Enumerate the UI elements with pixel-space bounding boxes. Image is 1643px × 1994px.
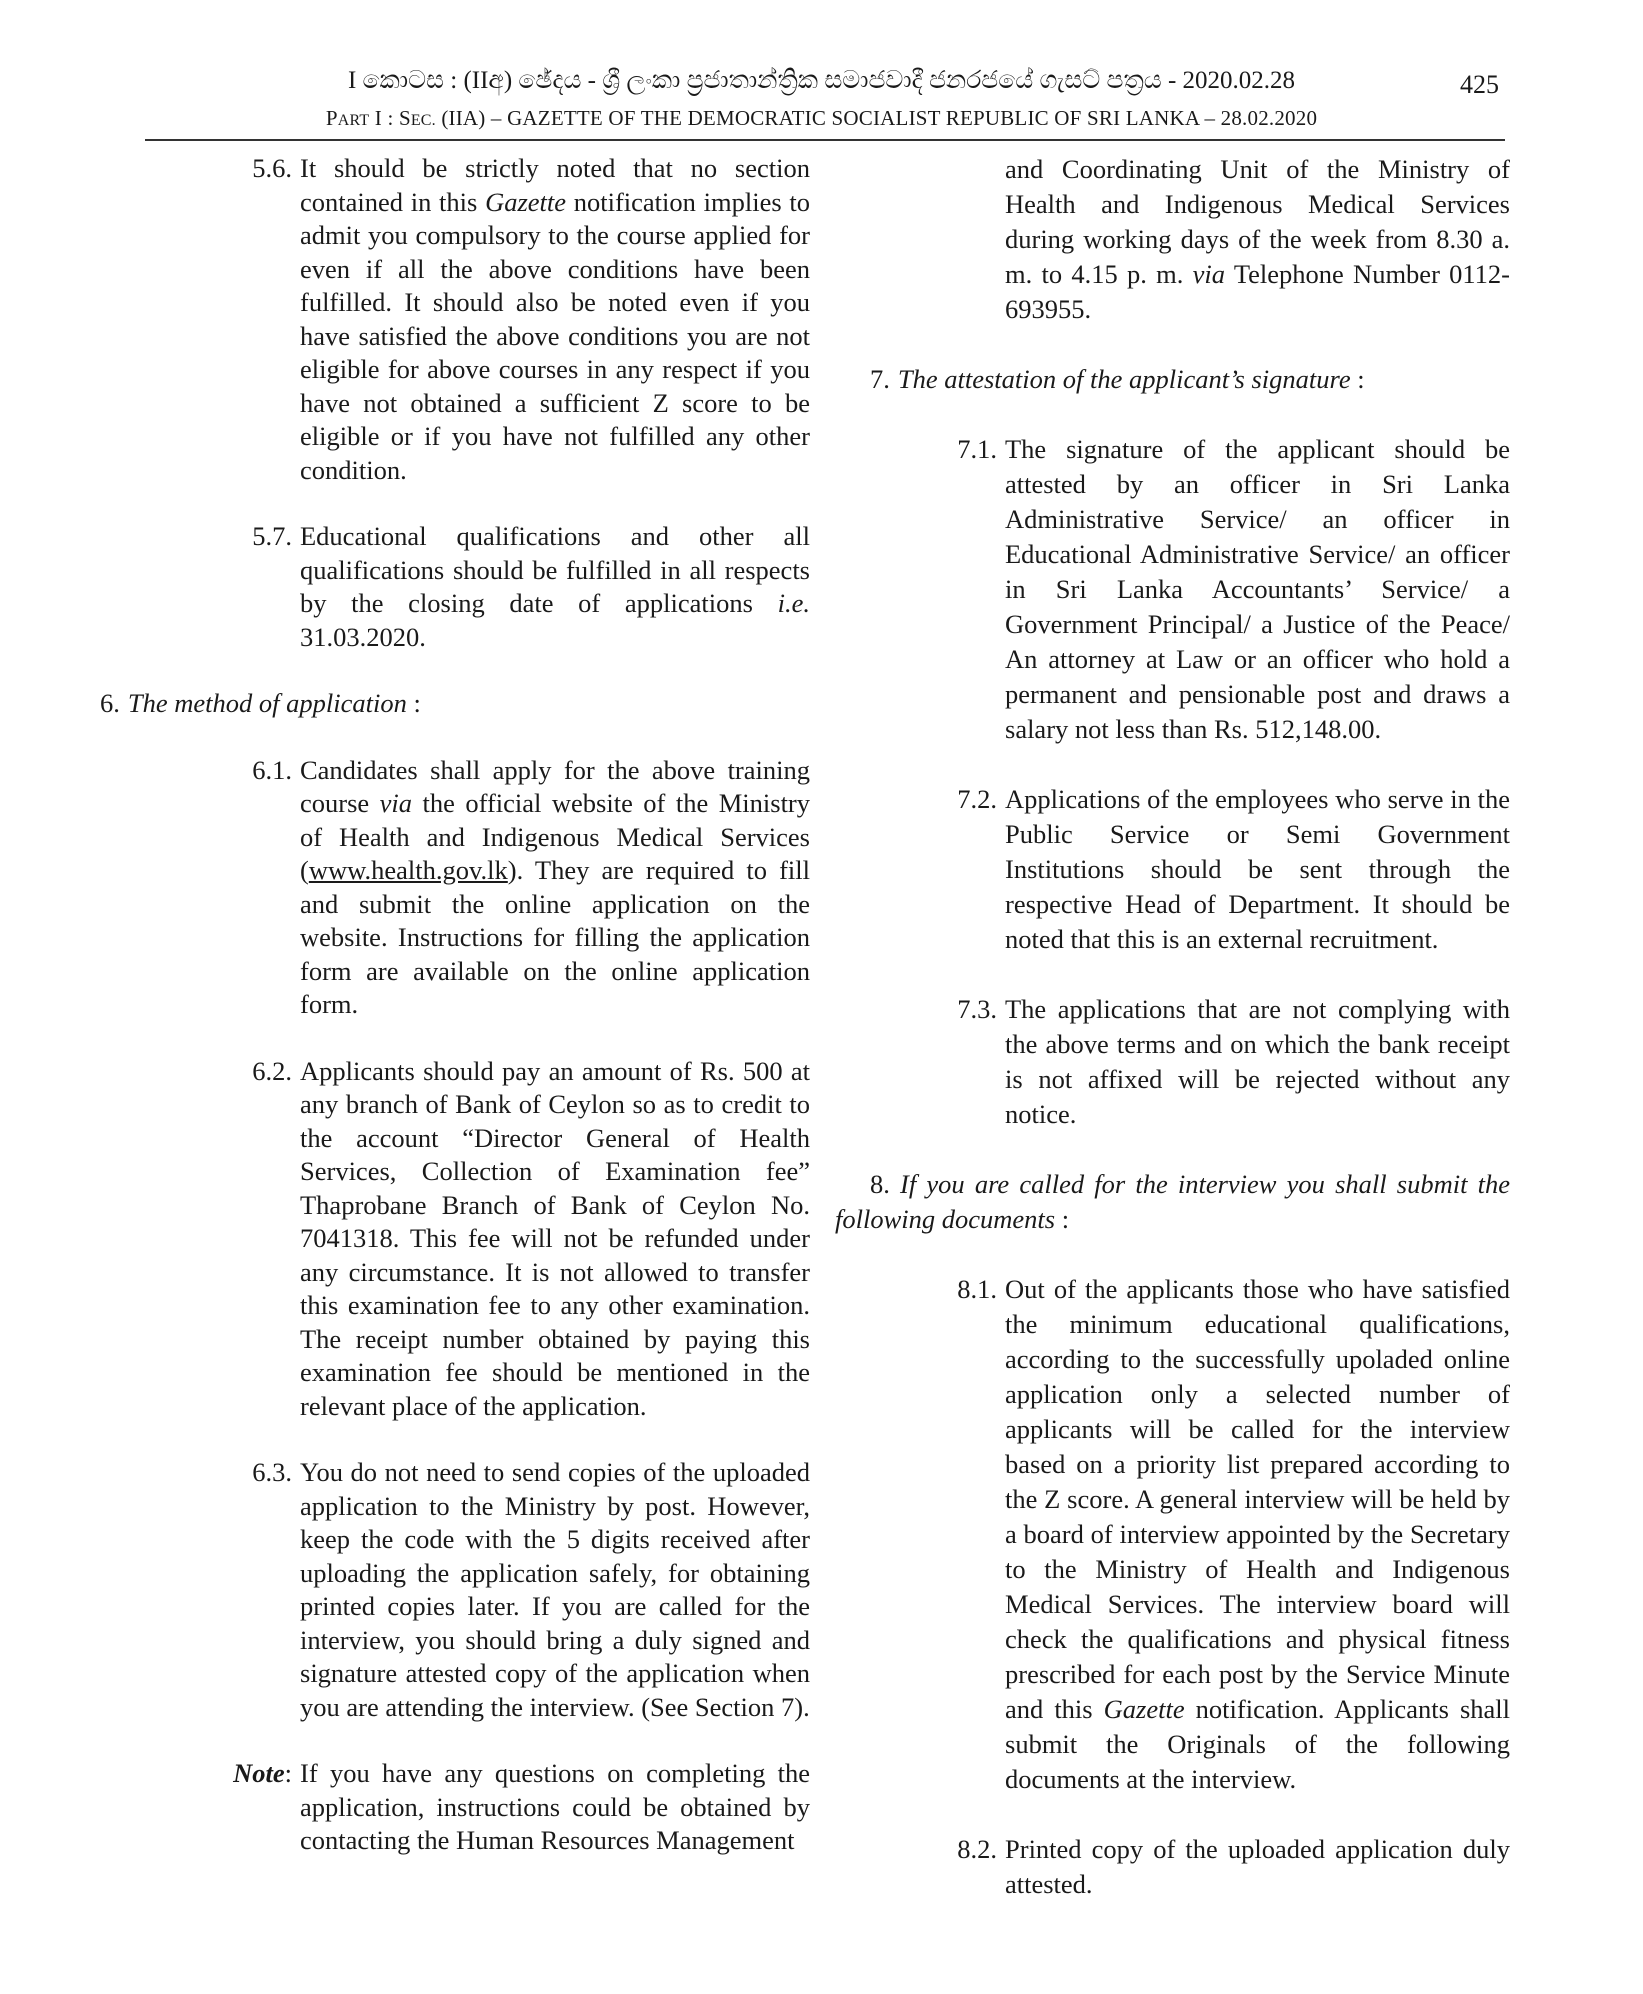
header-rule [145, 139, 1505, 141]
right-column [835, 152, 1510, 1902]
left-column [100, 152, 811, 1858]
header-part-smallcaps: ART [337, 112, 370, 129]
text-run: Telephone Number 0112-693955. [1005, 259, 1511, 324]
section-number: 5.7. [252, 521, 292, 551]
section-text: The signature of the applicant should be attested by an officer in Sri Lanka Administrative Service/ an officer in Educational Administrative Service/ an officer in Sri Lanka Accountants’ Service/ a Government Principal/ a Justice of the Peace/ An attorney at Law or an officer who hold a permanent and pensionable post and draws a salary not less than Rs. 512,148.00. [1005, 434, 1510, 744]
section-number: 7.1. [957, 434, 997, 464]
section-text: Applications of the employees who serve in the Public Service or Semi Government Institutions should be sent through the respective Head of Department. It should be noted that this is an external recruitment. [1005, 784, 1510, 954]
section-8-1 [835, 1272, 1510, 1797]
section-8-heading [835, 1167, 1510, 1237]
section-text [300, 152, 810, 487]
italic-run: If you are called for the interview you shall submit the following documents [835, 1169, 1510, 1234]
note-colon: : [284, 1758, 292, 1788]
section-text: You do not need to send copies of the uploaded application to the Ministry by post. However, keep the code with the 5 digits received after uploading the application safely, for obtaining printed copies later. If you are called for the interview, you should bring a duly signed and signature attested copy of the application when you are attending the interview. (See Section 7). [300, 1457, 810, 1722]
text-run: notification. Applicants shall submit the Originals of the following documents at the interview. [1005, 1694, 1510, 1794]
text-run: : [406, 688, 421, 718]
note-continuation [835, 152, 1510, 327]
text-run: Out of the applicants those who have satisfied the minimum educational qualifications, according to the successfully upoladed online application only a selected number of applicants will be called for the interview based on a priority list prepared according to the Z score. A general interview will be held by a board of interview appointed by the Secretary to the Ministry of Health and Indigenous Medical Services. The interview board will check the qualifications and physical fitness prescribed for each post by the Service Minute and this [1005, 1274, 1510, 1724]
section-number: 8. [870, 1169, 890, 1199]
section-7-2 [835, 782, 1510, 957]
section-text: The applications that are not complying with the above terms and on which the bank receipt is not affixed will be rejected without any notice. [1005, 994, 1510, 1129]
section-7-3 [835, 992, 1510, 1132]
section-8-2 [835, 1832, 1510, 1902]
text-run: Candidates shall apply for the above training course [300, 754, 810, 818]
section-number: 8.1. [957, 1274, 997, 1304]
section-number: 5.6. [252, 153, 292, 183]
section-title [128, 687, 810, 721]
header-english-line [0, 106, 1643, 133]
section-title [898, 362, 1510, 397]
text-run: : [1350, 364, 1365, 394]
text-run: the official website of the Ministry of Health and Indigenous Medical Services ( [300, 788, 811, 885]
website-link[interactable]: www.health.gov.lk [308, 855, 508, 885]
section-number: 6.2. [252, 1055, 292, 1086]
page-number: 425 [1460, 70, 1499, 99]
text-run: Educational qualifications and other all qualifications should be fulfilled in all respects by the closing date of applications [300, 521, 810, 618]
section-number: 7.2. [957, 784, 997, 814]
italic-run: via [1192, 259, 1226, 289]
section-text: Applicants should pay an amount of Rs. 500 at any branch of Bank of Ceylon so as to credit to the account “Director General of Health Services, Collection of Examination fee” Thaprobane Branch of Bank of Ceylon No. 7041318. This fee will not be refunded under any circumstance. It is not allowed to transfer this examination fee to any other examination. The receipt number obtained by paying this examination fee should be mentioned in the relevant place of the application. [300, 1055, 810, 1421]
text-run: and Coordinating Unit of the Ministry of Health and Indigenous Medical Services during working days of the week from 8.30 a. m. to 4.15 p. m. [1005, 154, 1510, 289]
note-block [170, 1757, 810, 1858]
section-text [300, 520, 810, 654]
section-5-6 [170, 152, 810, 487]
italic-run: Gazette [1103, 1694, 1185, 1724]
section-number: 6. [100, 688, 120, 718]
text-run: : [1055, 1204, 1070, 1234]
section-number: 6.3. [252, 1457, 292, 1487]
italic-run: via [379, 788, 413, 818]
header-sec-smallcaps: EC. [410, 112, 436, 129]
section-number: 7. [870, 364, 890, 394]
section-5-7 [170, 520, 810, 654]
section-6-1 [170, 754, 810, 1022]
section-7-heading [870, 362, 1510, 397]
section-number: 6.1. [252, 754, 292, 785]
header-part-number: I : [369, 106, 399, 130]
header-english-rest: (IIA) – GAZETTE OF THE DEMOCRATIC SOCIALIST REPUBLIC OF SRI LANKA – 28.02.2020 [435, 106, 1318, 130]
note-label [170, 1757, 300, 1858]
header-part-initial: P [325, 106, 338, 130]
text-run: ). They are required to fill and submit the online application on the website. Instructions for filling the application form are available on the online application form. [300, 855, 810, 1019]
section-6-2 [170, 1055, 810, 1424]
section-text: Printed copy of the uploaded application duly attested. [1005, 1834, 1510, 1899]
italic-run: Gazette [485, 186, 567, 217]
section-text [1005, 1272, 1510, 1797]
section-6-3 [170, 1456, 810, 1724]
note-text: If you have any questions on completing the application, instructions could be obtained by contacting the Human Resources Management [300, 1758, 810, 1855]
note-label-text: Note [233, 1758, 285, 1788]
section-6-heading [100, 687, 810, 721]
section-number: 8.2. [957, 1834, 997, 1864]
text-run: notification implies to admit you compulsory to the course applied for even if all the above conditions have been fulfilled. It should also be noted even if you have satisfied the above conditions you are not eligible for above courses in any respect if you have not obtained a sufficient Z score to be eligible or if you have not fulfilled any other condition. [300, 186, 810, 485]
section-number: 7.3. [957, 994, 997, 1024]
italic-run: i.e. [777, 588, 810, 618]
text-run: It should be strictly noted that no section contained in this [300, 153, 810, 217]
text-run: 31.03.2020. [300, 621, 426, 652]
section-7-1 [835, 432, 1510, 747]
italic-run: The attestation of the applicant’s signature [897, 364, 1351, 394]
section-text [300, 754, 810, 1022]
italic-run: The method of application [127, 688, 407, 718]
header-sec-initial: S [398, 106, 411, 130]
header-sinhala-line: I කොටස : (IIඅ) ඡේදය - ශ්‍රී ලංකා ප්‍රජාතාන්ත්‍රික සමාජවාදී ජනරජයේ ගැසට් පත්‍රය - 2020.02.28 [347, 67, 1296, 94]
